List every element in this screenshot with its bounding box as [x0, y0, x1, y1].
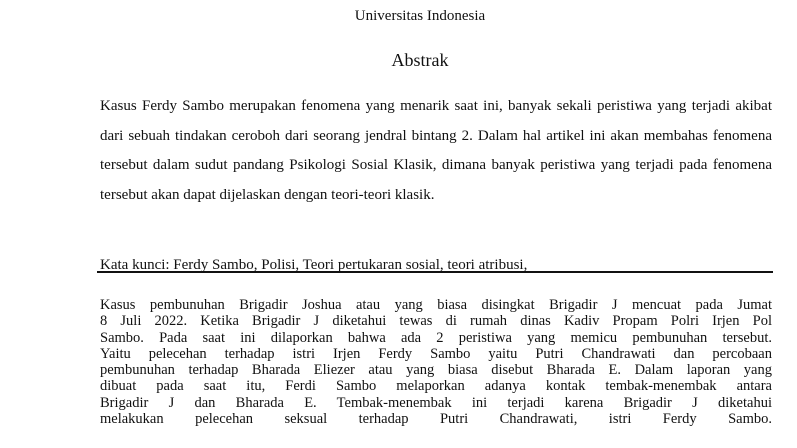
body-line: dibuat pada saat itu, Ferdi Sambo melaporkan adanya kontak tembak-menembak antara: [100, 378, 772, 395]
body-line: Yaitu pelecehan terhadap istri Irjen Ferdy Sambo yaitu Putri Chandrawati dan percobaan: [100, 345, 772, 362]
body-paragraph: [100, 297, 772, 427]
body-line: Sambo. Pada saat ini dilaporkan bahwa ada 2 peristiwa yang memicu pembunuhan tersebut.: [100, 329, 772, 346]
body-line: pembunuhan terhadap Bharada Eliezer atau yang biasa disebut Bharada E. Dalam laporan yang: [100, 362, 772, 379]
keywords-line: Kata kunci: Ferdy Sambo, Polisi, Teori pertukaran sosial, teori atribusi,: [100, 257, 528, 273]
institution-header: Universitas Indonesia: [354, 8, 486, 24]
abstract-text: Kasus Ferdy Sambo merupakan fenomena yang menarik saat ini, banyak sekali peristiwa yang terjadi akibat dari sebuah tindakan ceroboh dari seorang jendral bintang 2. Dalam hal artikel ini akan membahas fenomena tersebut dalam sudut pandang Psikologi Sosial Klasik, dimana banyak peristiwa yang terjadi pada fenomena tersebut akan dapat dijelaskan dengan teori-teori klasik.: [100, 98, 772, 203]
body-line: melakukan pelecehan seksual terhadap Putri Chandrawati, istri Ferdy Sambo.: [100, 411, 772, 428]
body-line: 8 Juli 2022. Ketika Brigadir J diketahui tewas di rumah dinas Kadiv Propam Polri Irjen Pol: [100, 313, 772, 330]
body-line: Kasus pembunuhan Brigadir Joshua atau yang biasa disingkat Brigadir J mencuat pada Jumat: [100, 297, 772, 313]
section-divider: [97, 271, 773, 273]
abstract-title: Abstrak: [391, 50, 449, 70]
body-line: Brigadir J dan Bharada E. Tembak-menembak ini terjadi karena Brigadir J diketahui: [100, 394, 772, 411]
